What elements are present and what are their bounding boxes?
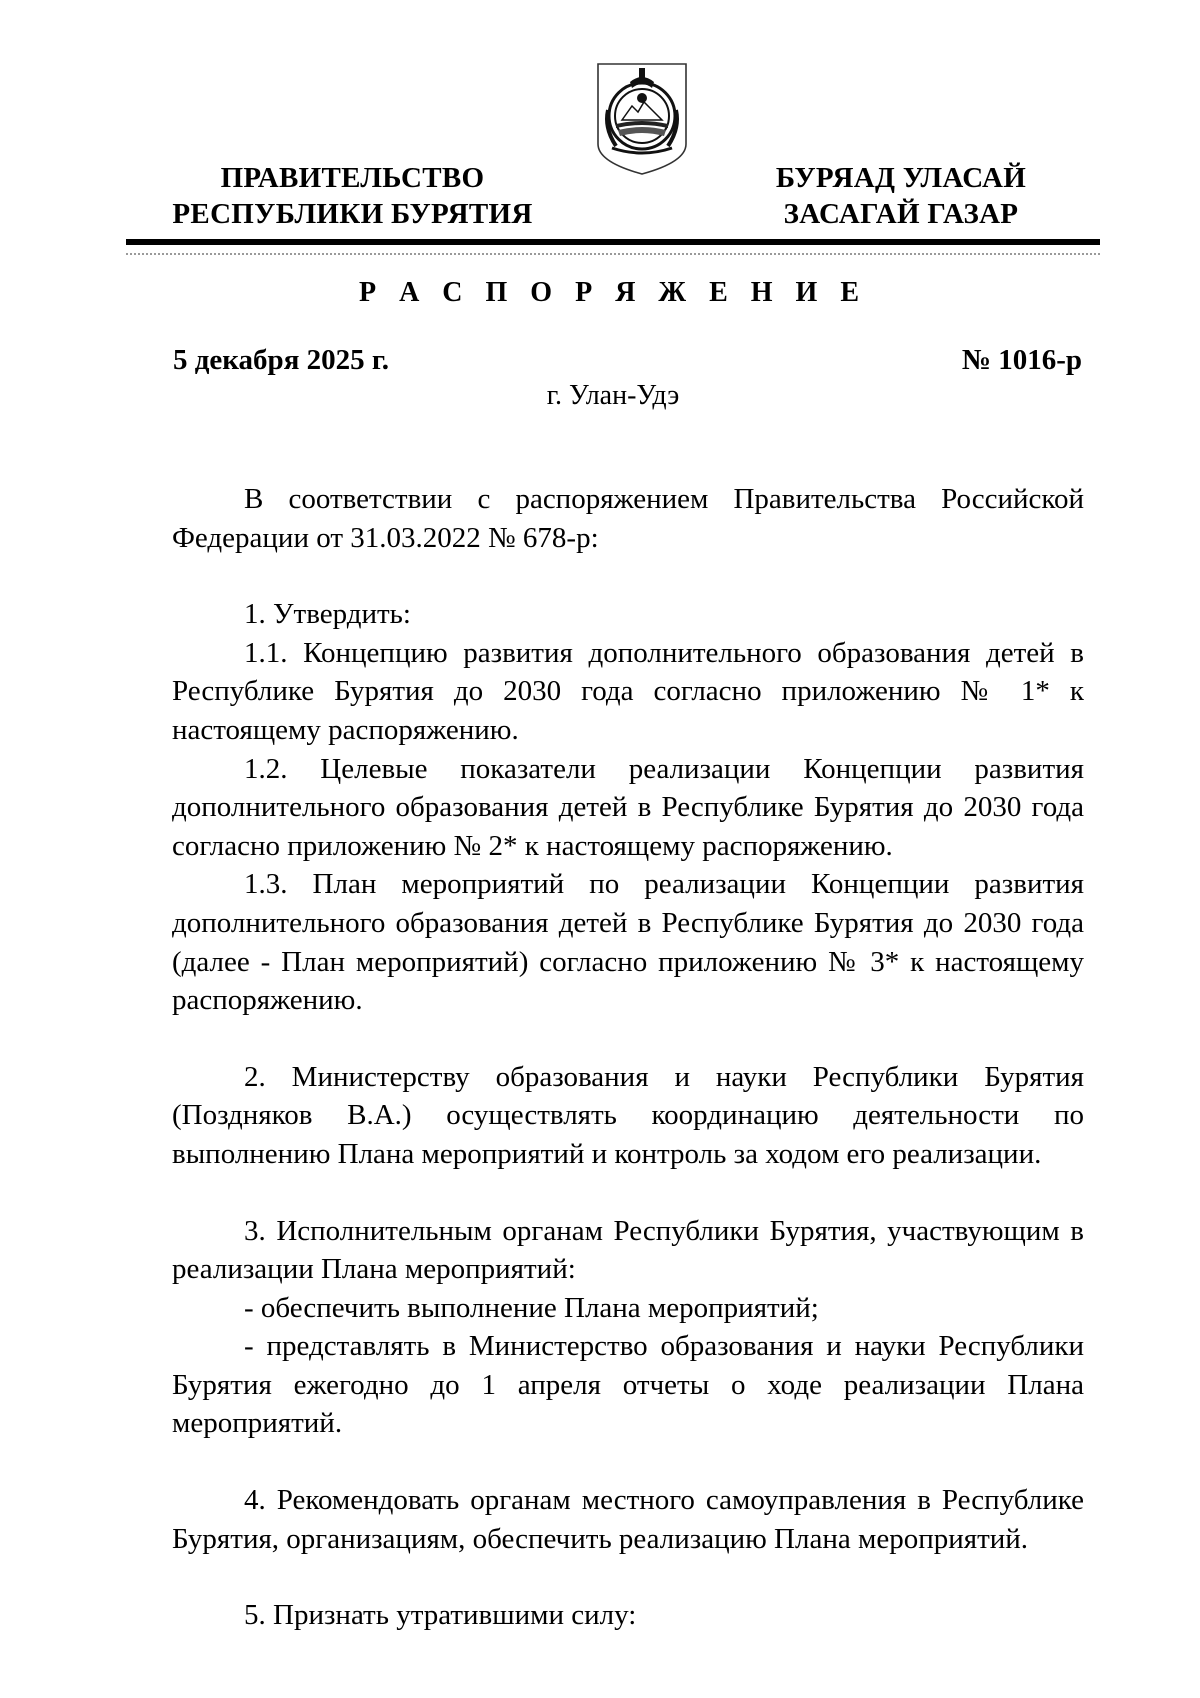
document-type-title: Р А С П О Р Я Ж Е Н И Е [358,277,868,308]
document-number: № 1016-р [961,344,1082,376]
paragraph-3-item-b: - представлять в Министерство образования и науки Республики Бурятия ежегодно до 1 апреля отчеты о ходе реализации Плана мероприятий. [172,1330,1084,1440]
paragraph-1-3: 1.3. План мероприятий по реализации Концепции развития дополнительного образования детей в Республике Бурятия до 2030 года (далее - План мероприятий) согласно приложению № 3* к настоящему распоряжению. [172,868,1084,1017]
left-organization-name [170,160,535,232]
right-org-line-1: БУРЯАД УЛАСАЙ [775,162,1027,194]
paragraph-3-item-a: - обеспечить выполнение Плана мероприятий; [244,1291,819,1324]
header-divider-thick [126,239,1100,245]
paragraph-4: 4. Рекомендовать органам местного самоуправления в Республике Бурятия, организациям, обеспечить реализацию Плана мероприятий. [172,1484,1084,1555]
paragraph-2: 2. Министерству образования и науки Республики Бурятия (Поздняков В.А.) осуществлять координацию деятельности по выполнению Плана мероприятий и контроль за ходом его реализации. [172,1060,1084,1170]
right-organization-name [756,160,1046,232]
paragraph-5: 5. Признать утратившими силу: [244,1599,637,1632]
document-body [172,480,1084,1635]
right-org-line-2: ЗАСАГАЙ ГАЗАР [783,198,1019,230]
paragraph-3: 3. Исполнительным органам Республики Бурятия, участвующим в реализации Плана мероприятий: [172,1214,1084,1286]
paragraph-1: 1. Утвердить: [244,598,411,631]
paragraph-1-2: 1.2. Целевые показатели реализации Концепции развития дополнительного образования детей в Республике Бурятия до 2030 года согласно приложению № 2* к настоящему распоряжению. [172,752,1084,862]
republic-emblem-icon [594,58,690,178]
document-date: 5 декабря 2025 г. [173,344,390,376]
document-city: г. Улан-Удэ [546,380,680,411]
left-org-line-2: РЕСПУБЛИКИ БУРЯТИЯ [172,198,533,230]
left-org-line-1: ПРАВИТЕЛЬСТВО [220,162,485,194]
header-divider-thin [126,253,1100,255]
paragraph-1-1: 1.1. Концепцию развития дополнительного образования детей в Республике Бурятия до 2030 года согласно приложению № 1* к настоящему распоряжению. [172,636,1084,746]
preamble-paragraph: В соответствии с распоряжением Правительства Российской Федерации от 31.03.2022 № 678-р: [172,483,1084,554]
